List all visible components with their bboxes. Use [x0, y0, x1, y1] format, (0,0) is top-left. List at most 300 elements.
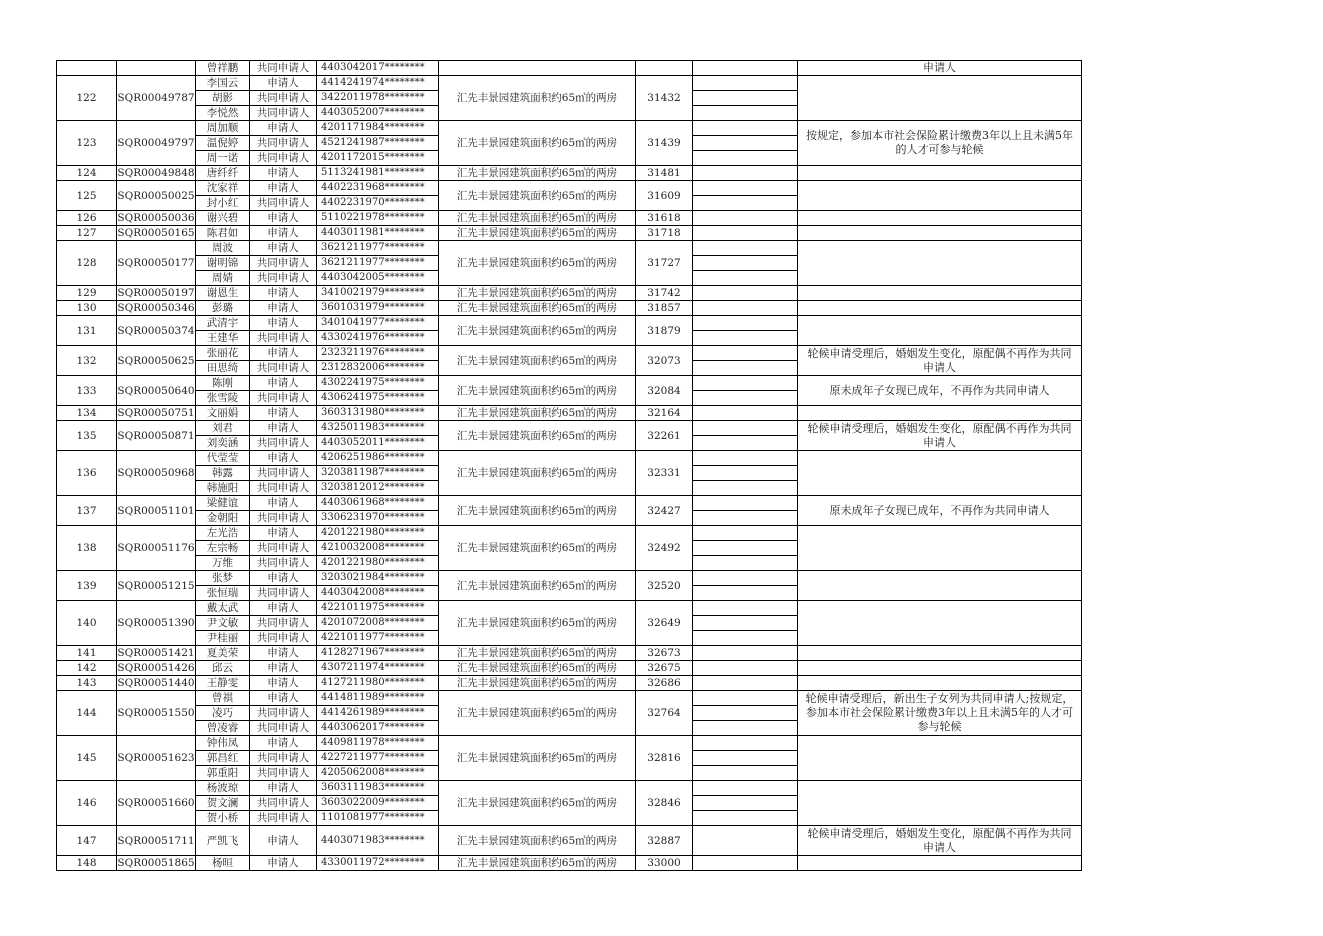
row-number-cell: 141	[57, 646, 117, 661]
applicant-name-cell: 刘奕涵	[196, 436, 250, 451]
applicant-name-cell: 周加顺	[196, 121, 250, 136]
housing-type-cell: 汇先丰景园建筑面积约65㎡的两房	[439, 301, 636, 316]
applicant-role-cell: 共同申请人	[250, 586, 317, 601]
queue-number-cell	[636, 61, 693, 76]
blank-cell	[693, 421, 798, 436]
remark-cell: 轮候申请受理后，婚姻发生变化，原配偶不再作为共同申请人	[798, 826, 1082, 856]
remark-cell	[798, 571, 1082, 601]
id-number-cell: 4521241987********	[317, 136, 439, 151]
blank-cell	[693, 781, 798, 796]
row-number-cell: 135	[57, 421, 117, 451]
applicant-role-cell: 申请人	[250, 166, 317, 181]
id-number-cell: 4221011977********	[317, 631, 439, 646]
blank-cell	[693, 661, 798, 676]
queue-number-cell: 32261	[636, 421, 693, 451]
application-id-cell	[117, 61, 196, 76]
blank-cell	[693, 796, 798, 811]
remark-cell	[798, 166, 1082, 181]
id-number-cell: 3203811987********	[317, 466, 439, 481]
applicant-role-cell: 申请人	[250, 451, 317, 466]
table-row	[57, 226, 1082, 241]
applicant-role-cell: 申请人	[250, 736, 317, 751]
id-number-cell: 3306231970********	[317, 511, 439, 526]
row-number-cell	[57, 61, 117, 76]
blank-cell	[693, 751, 798, 766]
id-number-cell: 4414811989********	[317, 691, 439, 706]
applicant-name-cell: 文丽娟	[196, 406, 250, 421]
blank-cell	[693, 616, 798, 631]
housing-type-cell	[439, 61, 636, 76]
row-number-cell: 133	[57, 376, 117, 406]
id-number-cell: 4403011981********	[317, 226, 439, 241]
applicant-role-cell: 共同申请人	[250, 151, 317, 166]
application-id-cell: SQR00051421	[117, 647, 195, 659]
applicant-name-cell: 武清宇	[196, 316, 250, 331]
application-id-cell: SQR00051623	[117, 736, 196, 781]
applicant-table	[56, 60, 1082, 871]
blank-cell	[693, 361, 798, 376]
blank-cell	[693, 481, 798, 496]
blank-cell	[693, 736, 798, 751]
application-id-cell: SQR00049787	[117, 76, 196, 121]
id-number-cell: 3601031979********	[317, 301, 439, 316]
queue-number-cell: 32331	[636, 451, 693, 496]
application-id-cell: SQR00049797	[117, 121, 196, 166]
housing-type-cell: 汇先丰景园建筑面积约65㎡的两房	[439, 181, 636, 211]
application-id-cell: SQR00051660	[117, 781, 196, 826]
row-number-cell: 130	[57, 301, 117, 316]
applicant-name-cell: 温倪婷	[196, 136, 250, 151]
blank-cell	[693, 286, 798, 301]
table-row	[57, 496, 1082, 511]
blank-cell	[693, 61, 798, 76]
applicant-name-cell: 周一诺	[196, 151, 250, 166]
remark-cell	[798, 226, 1082, 241]
row-number-cell: 125	[57, 181, 117, 211]
applicant-name-cell: 张恒瑞	[196, 586, 250, 601]
queue-number-cell: 32073	[636, 346, 693, 376]
applicant-name-cell: 严凯飞	[196, 826, 250, 856]
applicant-name-cell: 代莹莹	[196, 451, 250, 466]
table-row	[57, 691, 1082, 706]
blank-cell	[693, 601, 798, 616]
applicant-role-cell: 申请人	[250, 781, 317, 796]
queue-number-cell: 31432	[636, 76, 693, 121]
housing-type-cell: 汇先丰景园建筑面积约65㎡的两房	[439, 736, 636, 781]
blank-cell	[693, 151, 798, 166]
applicant-name-cell: 杨晅	[196, 856, 250, 871]
blank-cell	[693, 166, 798, 181]
blank-cell	[693, 691, 798, 706]
id-number-cell: 3621211977********	[317, 256, 439, 271]
housing-type-cell: 汇先丰景园建筑面积约65㎡的两房	[439, 526, 636, 571]
applicant-name-cell: 梁健谊	[196, 496, 250, 511]
application-id-cell: SQR00051176	[117, 526, 196, 571]
remark-cell: 申请人	[798, 61, 1082, 76]
applicant-name-cell: 尹桂丽	[196, 631, 250, 646]
blank-cell	[693, 811, 798, 826]
applicant-name-cell: 左光浩	[196, 526, 250, 541]
applicant-role-cell: 共同申请人	[250, 706, 317, 721]
id-number-cell: 3203812012********	[317, 481, 439, 496]
id-number-cell: 3422011978********	[317, 91, 439, 106]
blank-cell	[693, 541, 798, 556]
queue-number-cell: 32846	[636, 781, 693, 826]
id-number-cell: 4402231970********	[317, 196, 439, 211]
id-number-cell: 4206251986********	[317, 451, 439, 466]
housing-type-cell: 汇先丰景园建筑面积约65㎡的两房	[439, 691, 636, 736]
blank-cell	[693, 301, 798, 316]
housing-type-cell: 汇先丰景园建筑面积约65㎡的两房	[439, 856, 636, 871]
blank-cell	[693, 511, 798, 526]
queue-number-cell: 31609	[636, 181, 693, 211]
remark-cell	[798, 601, 1082, 646]
queue-number-cell: 32673	[636, 646, 693, 661]
remark-cell	[798, 646, 1082, 661]
queue-number-cell: 31742	[636, 286, 693, 301]
applicant-name-cell: 刘君	[196, 421, 250, 436]
table-row	[57, 661, 1082, 676]
table-row	[57, 826, 1082, 856]
id-number-cell: 5110221978********	[317, 211, 439, 226]
application-id-cell: SQR00050968	[117, 451, 196, 496]
row-number-cell: 143	[57, 676, 117, 691]
applicant-role-cell: 共同申请人	[250, 61, 317, 76]
applicant-name-cell: 王静雯	[196, 676, 250, 691]
id-number-cell: 4201072008********	[317, 616, 439, 631]
row-number-cell: 127	[57, 226, 117, 241]
queue-number-cell: 33000	[636, 856, 693, 871]
queue-number-cell: 32492	[636, 526, 693, 571]
id-number-cell: 3603022009********	[317, 796, 439, 811]
blank-cell	[693, 391, 798, 406]
blank-cell	[693, 766, 798, 781]
remark-cell	[798, 676, 1082, 691]
id-number-cell: 4409811978********	[317, 736, 439, 751]
applicant-role-cell: 申请人	[250, 346, 317, 361]
blank-cell	[693, 526, 798, 541]
applicant-name-cell: 陈君如	[196, 226, 250, 241]
remark-cell	[798, 661, 1082, 676]
row-number-cell: 123	[57, 121, 117, 166]
queue-number-cell: 32887	[636, 826, 693, 856]
blank-cell	[693, 721, 798, 736]
blank-cell	[693, 826, 798, 856]
applicant-role-cell: 共同申请人	[250, 361, 317, 376]
row-number-cell: 129	[57, 286, 117, 301]
applicant-role-cell: 申请人	[250, 601, 317, 616]
application-id-cell: SQR00050165	[117, 227, 195, 239]
applicant-role-cell: 共同申请人	[250, 811, 317, 826]
row-number-cell: 136	[57, 451, 117, 496]
remark-cell: 按规定，参加本市社会保险累计缴费3年以上且未满5年的人才可参与轮候	[798, 121, 1082, 166]
blank-cell	[693, 76, 798, 91]
remark-cell: 轮候申请受理后，婚姻发生变化，原配偶不再作为共同申请人	[798, 421, 1082, 451]
row-number-cell: 138	[57, 526, 117, 571]
application-id-cell: SQR00051865	[117, 857, 195, 869]
queue-number-cell: 31879	[636, 316, 693, 346]
application-id-cell: SQR00049848	[117, 167, 195, 179]
remark-cell	[798, 181, 1082, 211]
id-number-cell: 4205062008********	[317, 766, 439, 781]
applicant-name-cell: 李国云	[196, 76, 250, 91]
blank-cell	[693, 436, 798, 451]
applicant-name-cell: 贺文澜	[196, 796, 250, 811]
blank-cell	[693, 451, 798, 466]
application-id-cell: SQR00050346	[117, 302, 195, 314]
table-row	[57, 451, 1082, 466]
table-row	[57, 286, 1082, 301]
row-number-cell: 131	[57, 316, 117, 346]
housing-type-cell: 汇先丰景园建筑面积约65㎡的两房	[439, 661, 636, 676]
applicant-name-cell: 邱云	[196, 661, 250, 676]
applicant-role-cell: 申请人	[250, 211, 317, 226]
application-id-cell: SQR00050871	[117, 421, 196, 451]
id-number-cell: 4414241974********	[317, 76, 439, 91]
housing-type-cell: 汇先丰景园建筑面积约65㎡的两房	[439, 121, 636, 166]
applicant-role-cell: 共同申请人	[250, 196, 317, 211]
applicant-role-cell: 共同申请人	[250, 106, 317, 121]
application-id-cell: SQR00051711	[117, 826, 196, 856]
application-id-cell: SQR00050625	[117, 346, 196, 376]
applicant-role-cell: 申请人	[250, 856, 317, 871]
queue-number-cell: 32164	[636, 406, 693, 421]
table-row	[57, 301, 1082, 316]
table-row	[57, 316, 1082, 331]
blank-cell	[693, 376, 798, 391]
row-number-cell: 140	[57, 601, 117, 646]
applicant-name-cell: 万维	[196, 556, 250, 571]
applicant-role-cell: 申请人	[250, 316, 317, 331]
id-number-cell: 4307211974********	[317, 661, 439, 676]
applicant-role-cell: 申请人	[250, 406, 317, 421]
applicant-role-cell: 共同申请人	[250, 721, 317, 736]
queue-number-cell: 32649	[636, 601, 693, 646]
table-row	[57, 571, 1082, 586]
applicant-name-cell: 谢兴碧	[196, 211, 250, 226]
queue-number-cell: 31481	[636, 166, 693, 181]
id-number-cell: 4325011983********	[317, 421, 439, 436]
housing-type-cell: 汇先丰景园建筑面积约65㎡的两房	[439, 676, 636, 691]
applicant-name-cell: 田思绮	[196, 361, 250, 376]
applicant-role-cell: 共同申请人	[250, 331, 317, 346]
housing-type-cell: 汇先丰景园建筑面积约65㎡的两房	[439, 241, 636, 286]
housing-type-cell: 汇先丰景园建筑面积约65㎡的两房	[439, 346, 636, 376]
id-number-cell: 4302241975********	[317, 376, 439, 391]
blank-cell	[693, 211, 798, 226]
remark-cell	[798, 301, 1082, 316]
id-number-cell: 4403061968********	[317, 496, 439, 511]
id-number-cell: 4403062017********	[317, 721, 439, 736]
queue-number-cell: 32427	[636, 496, 693, 526]
id-number-cell: 4414261989********	[317, 706, 439, 721]
row-number-cell: 146	[57, 781, 117, 826]
applicant-role-cell: 共同申请人	[250, 436, 317, 451]
queue-number-cell: 31727	[636, 241, 693, 286]
id-number-cell: 3203021984********	[317, 571, 439, 586]
applicant-name-cell: 曾凌睿	[196, 721, 250, 736]
applicant-name-cell: 韩施阳	[196, 481, 250, 496]
table-row	[57, 346, 1082, 361]
blank-cell	[693, 856, 798, 871]
remark-cell	[798, 451, 1082, 496]
applicant-role-cell: 申请人	[250, 571, 317, 586]
table-row	[57, 526, 1082, 541]
applicant-name-cell: 张梦	[196, 571, 250, 586]
housing-type-cell: 汇先丰景园建筑面积约65㎡的两房	[439, 166, 636, 181]
table-row	[57, 676, 1082, 691]
id-number-cell: 3621211977********	[317, 241, 439, 256]
application-id-cell: SQR00051101	[117, 496, 196, 526]
applicant-name-cell: 曾祺	[196, 691, 250, 706]
blank-cell	[693, 571, 798, 586]
row-number-cell: 142	[57, 661, 117, 676]
queue-number-cell: 31618	[636, 211, 693, 226]
table-row	[57, 76, 1082, 91]
id-number-cell: 4403052011********	[317, 436, 439, 451]
applicant-role-cell: 申请人	[250, 76, 317, 91]
blank-cell	[693, 406, 798, 421]
applicant-name-cell: 周婧	[196, 271, 250, 286]
queue-number-cell: 32764	[636, 691, 693, 736]
application-id-cell: SQR00050751	[117, 407, 195, 419]
housing-type-cell: 汇先丰景园建筑面积约65㎡的两房	[439, 781, 636, 826]
table-row	[57, 421, 1082, 436]
applicant-role-cell: 申请人	[250, 286, 317, 301]
housing-type-cell: 汇先丰景园建筑面积约65㎡的两房	[439, 496, 636, 526]
applicant-name-cell: 杨波琼	[196, 781, 250, 796]
id-number-cell: 4306241975********	[317, 391, 439, 406]
applicant-role-cell: 申请人	[250, 691, 317, 706]
applicant-name-cell: 彭璐	[196, 301, 250, 316]
id-number-cell: 2323211976********	[317, 346, 439, 361]
applicant-name-cell: 谢恩生	[196, 286, 250, 301]
applicant-role-cell: 共同申请人	[250, 466, 317, 481]
blank-cell	[693, 271, 798, 286]
applicant-name-cell: 张丽花	[196, 346, 250, 361]
applicant-name-cell: 戴太武	[196, 601, 250, 616]
id-number-cell: 4127211980********	[317, 676, 439, 691]
applicant-name-cell: 胡影	[196, 91, 250, 106]
applicant-name-cell: 沈家祥	[196, 181, 250, 196]
row-number-cell: 144	[57, 691, 117, 736]
remark-cell	[798, 526, 1082, 571]
housing-type-cell: 汇先丰景园建筑面积约65㎡的两房	[439, 421, 636, 451]
remark-cell	[798, 856, 1082, 871]
remark-cell	[798, 211, 1082, 226]
queue-number-cell: 32675	[636, 661, 693, 676]
row-number-cell: 128	[57, 241, 117, 286]
id-number-cell: 4402231968********	[317, 181, 439, 196]
application-id-cell: SQR00051440	[117, 677, 195, 689]
applicant-role-cell: 共同申请人	[250, 616, 317, 631]
applicant-role-cell: 共同申请人	[250, 256, 317, 271]
applicant-role-cell: 申请人	[250, 301, 317, 316]
applicant-role-cell: 申请人	[250, 241, 317, 256]
table-row	[57, 646, 1082, 661]
housing-type-cell: 汇先丰景园建筑面积约65㎡的两房	[439, 571, 636, 601]
remark-cell	[798, 76, 1082, 121]
applicant-role-cell: 共同申请人	[250, 136, 317, 151]
row-number-cell: 137	[57, 496, 117, 526]
applicant-name-cell: 凌巧	[196, 706, 250, 721]
queue-number-cell: 32520	[636, 571, 693, 601]
applicant-role-cell: 申请人	[250, 646, 317, 661]
table-row	[57, 376, 1082, 391]
queue-number-cell: 32816	[636, 736, 693, 781]
blank-cell	[693, 241, 798, 256]
id-number-cell: 4128271967********	[317, 646, 439, 661]
row-number-cell: 147	[57, 826, 117, 856]
remark-cell: 原未成年子女现已成年，不再作为共同申请人	[798, 496, 1082, 526]
id-number-cell: 4201221980********	[317, 526, 439, 541]
blank-cell	[693, 706, 798, 721]
blank-cell	[693, 676, 798, 691]
application-id-cell: SQR00051390	[117, 601, 196, 646]
applicant-name-cell: 左宗畅	[196, 541, 250, 556]
applicant-name-cell: 封小红	[196, 196, 250, 211]
id-number-cell: 3603131980********	[317, 406, 439, 421]
blank-cell	[693, 331, 798, 346]
applicant-name-cell: 钟伟凤	[196, 736, 250, 751]
blank-cell	[693, 586, 798, 601]
row-number-cell: 134	[57, 406, 117, 421]
blank-cell	[693, 316, 798, 331]
id-number-cell: 4403052007********	[317, 106, 439, 121]
table-row	[57, 856, 1082, 871]
table-row	[57, 241, 1082, 256]
applicant-name-cell: 李悦然	[196, 106, 250, 121]
id-number-cell: 4227211977********	[317, 751, 439, 766]
id-number-cell: 3401041977********	[317, 316, 439, 331]
remark-cell: 原未成年子女现已成年，不再作为共同申请人	[798, 376, 1082, 406]
applicant-name-cell: 金朝阳	[196, 511, 250, 526]
remark-cell: 轮候申请受理后，新出生子女列为共同申请人;按规定，参加本市社会保险累计缴费3年以上且未满5年的人才可参与轮候	[798, 691, 1082, 736]
applicant-name-cell: 尹文敏	[196, 616, 250, 631]
blank-cell	[693, 121, 798, 136]
applicant-role-cell: 申请人	[250, 121, 317, 136]
table-row	[57, 601, 1082, 616]
blank-cell	[693, 256, 798, 271]
applicant-role-cell: 共同申请人	[250, 481, 317, 496]
housing-type-cell: 汇先丰景园建筑面积约65㎡的两房	[439, 76, 636, 121]
applicant-name-cell: 谢明锦	[196, 256, 250, 271]
applicant-name-cell: 贺小桥	[196, 811, 250, 826]
id-number-cell: 4403071983********	[317, 826, 439, 856]
applicant-name-cell: 夏美荣	[196, 646, 250, 661]
remark-cell	[798, 241, 1082, 286]
housing-type-cell: 汇先丰景园建筑面积约65㎡的两房	[439, 316, 636, 346]
row-number-cell: 145	[57, 736, 117, 781]
housing-type-cell: 汇先丰景园建筑面积约65㎡的两房	[439, 286, 636, 301]
application-id-cell: SQR00050177	[117, 241, 196, 286]
blank-cell	[693, 631, 798, 646]
remark-cell	[798, 316, 1082, 346]
blank-cell	[693, 106, 798, 121]
applicant-role-cell: 申请人	[250, 826, 317, 856]
queue-number-cell: 32686	[636, 676, 693, 691]
applicant-name-cell: 周波	[196, 241, 250, 256]
applicant-role-cell: 共同申请人	[250, 91, 317, 106]
remark-cell	[798, 781, 1082, 826]
applicant-role-cell: 共同申请人	[250, 796, 317, 811]
queue-number-cell: 31857	[636, 301, 693, 316]
application-id-cell: SQR00050036	[117, 212, 195, 224]
housing-type-cell: 汇先丰景园建筑面积约65㎡的两房	[439, 826, 636, 856]
applicant-role-cell: 共同申请人	[250, 631, 317, 646]
id-number-cell: 3603111983********	[317, 781, 439, 796]
applicant-role-cell: 申请人	[250, 676, 317, 691]
